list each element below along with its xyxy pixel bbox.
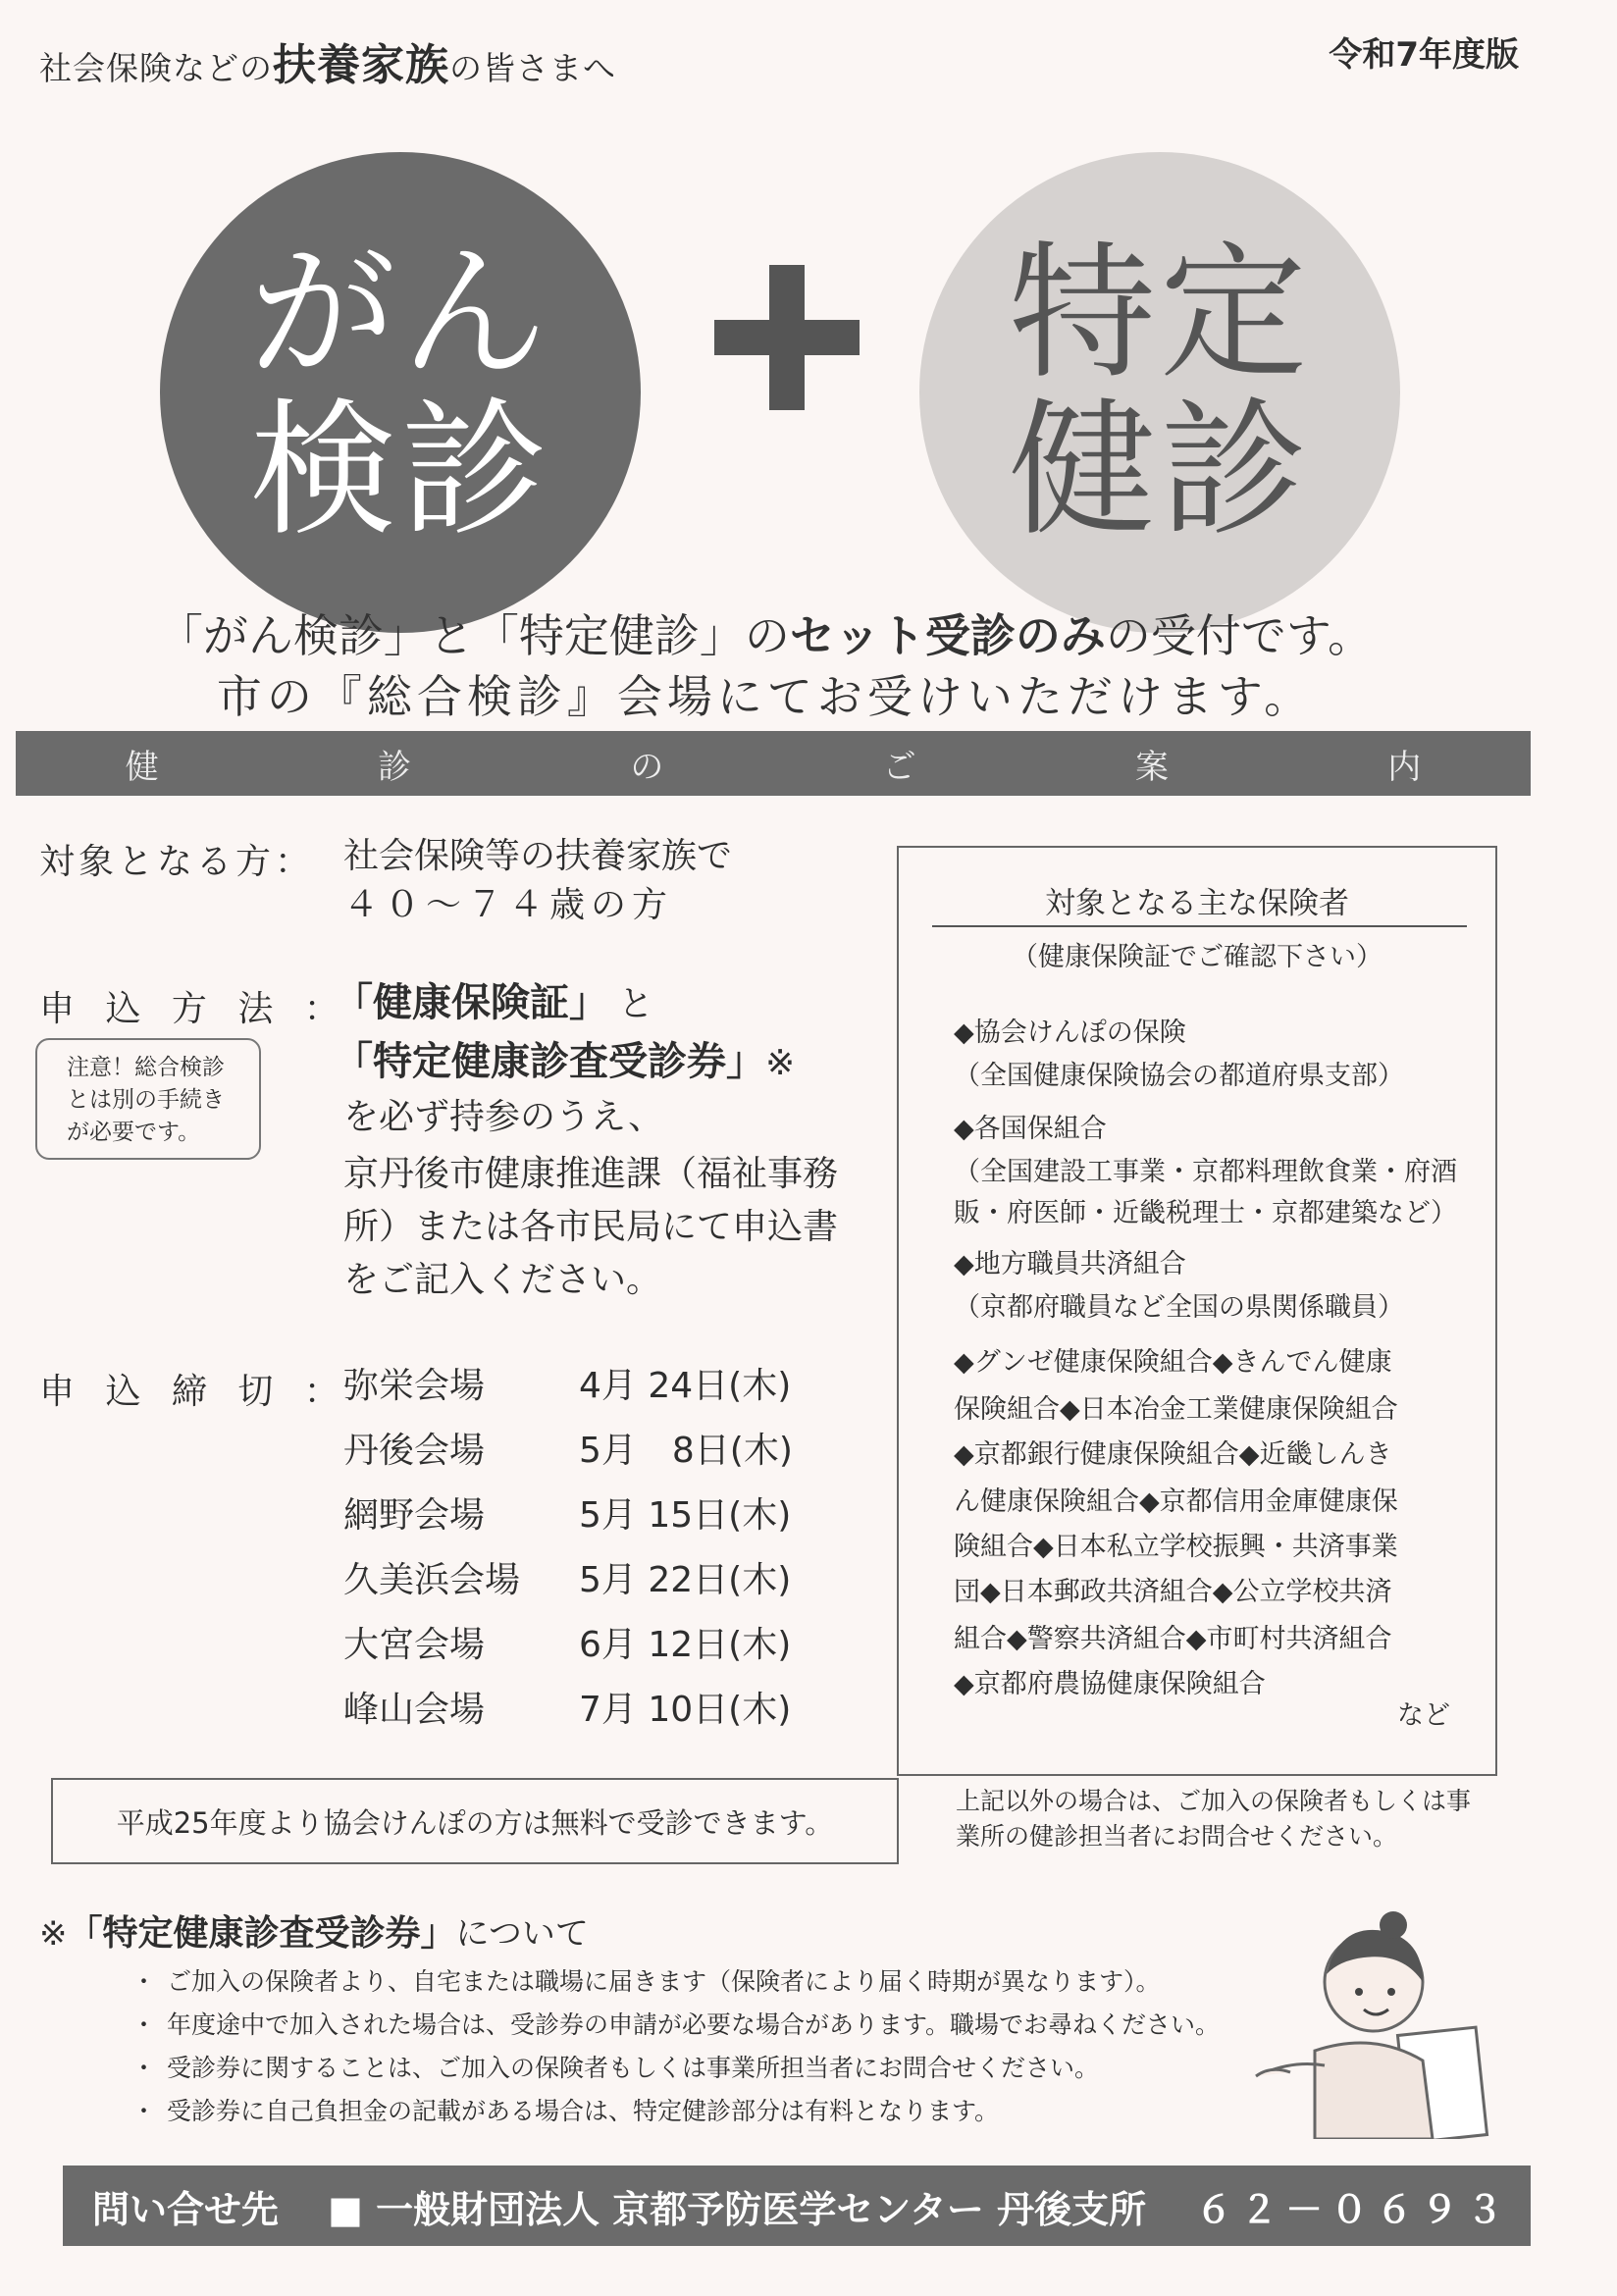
deadline-label: 申 込 締 切 ： [39, 1372, 349, 1412]
free-checkup-note: 平成25年度より協会けんぽの方は無料で受診できます。 [51, 1778, 899, 1864]
apply-line1: を必ず持参のうえ、 [343, 1097, 664, 1137]
insurer-line: ◆京都府農協健康保険組合 [954, 1669, 1266, 1699]
apply-docs-line2: 「特定健康診査受診券」※ [334, 1039, 796, 1084]
venue-row: 弥栄会場 4月 24日(木) [343, 1366, 792, 1406]
insurers-etc: など [1397, 1700, 1450, 1731]
venue-row: 大宮会場 6月 12日(木) [343, 1625, 792, 1665]
target-line1: 社会保険等の扶養家族で [343, 836, 733, 876]
contact-phone: ６２－０６９３ [1195, 2187, 1512, 2231]
apply-line2: 京丹後市健康推進課（福祉事務 [343, 1154, 839, 1194]
apply-label: 申 込 方 法 ： [39, 989, 349, 1029]
insurer-line: （京都府職員など全国の県関係職員） [954, 1292, 1404, 1323]
insurer-line: （全国健康保険協会の都道府県支部） [954, 1061, 1404, 1091]
insurer-line: 険組合◆日本私立学校振興・共済事業 [954, 1532, 1398, 1562]
audience-heading: 社会保険などの扶養家族の皆さまへ [39, 40, 616, 90]
target-line2: ４０～７４歳の方 [343, 885, 674, 925]
apply-docs-line1: 「健康保険証」 と [334, 980, 654, 1025]
insurer-line: ◆グンゼ健康保険組合◆きんでん健康 [954, 1347, 1392, 1378]
venue-row: 久美浜会場 5月 22日(木) [343, 1560, 792, 1600]
edition-label: 令和7年度版 [1329, 35, 1519, 75]
specific-checkup-circle: 特定 健診 [919, 152, 1400, 633]
venue-row: 峰山会場 7月 10日(木) [343, 1690, 792, 1730]
plus-icon [714, 265, 860, 410]
contact-org: ■ 一般財団法人 京都予防医学センター 丹後支所 [328, 2187, 1147, 2231]
tagline-venue: 市の『総合検診』会場にてお受けいただけます。 [216, 670, 1315, 723]
voucher-section-title: ※「特定健康診査受診券」について [39, 1913, 589, 1954]
insurer-line: ◆協会けんぽの保険 [954, 1018, 1186, 1048]
guide-section-bar: 健 診 の ご 案 内 [16, 731, 1531, 796]
insurer-line: 組合◆警察共済組合◆市町村共済組合 [954, 1624, 1392, 1654]
contact-label: 問い合せ先 [92, 2187, 280, 2231]
voucher-bullet: ・ 受診券に関することは、ご加入の保険者もしくは事業所担当者にお問合せください。 [167, 2049, 1099, 2084]
target-label: 対象となる方： [39, 842, 315, 882]
voucher-bullet: ・ ご加入の保険者より、自宅または職場に届きます（保険者により届く時期が異なります）。 [167, 1962, 1161, 1998]
tagline-set-only: 「がん検診」と「特定健診」のセット受診のみの受付です。 [157, 609, 1374, 662]
venue-row: 丹後会場 5月 8日(木) [343, 1431, 793, 1471]
insurer-line: 販・府医師・近畿税理士・京都建築など） [954, 1198, 1457, 1228]
venue-row: 網野会場 5月 15日(木) [343, 1495, 792, 1536]
insurer-line: ん健康保険組合◆京都信用金庫健康保 [954, 1487, 1398, 1517]
apply-line3: 所）または各市民局にて申込書 [343, 1207, 839, 1247]
insurers-divider [932, 925, 1467, 927]
audience-emphasis: 扶養家族 [273, 40, 449, 90]
voucher-bullet: ・ 受診券に自己負担金の記載がある場合は、特定健診部分は有料となります。 [167, 2092, 999, 2127]
insurer-line: ◆京都銀行健康保険組合◆近畿しんき [954, 1439, 1392, 1470]
insurers-subtitle: （健康保険証でご確認下さい） [1012, 942, 1382, 972]
insurer-line: 保険組合◆日本冶金工業健康保険組合 [954, 1394, 1398, 1425]
cancer-screening-circle: がん 検診 [160, 152, 641, 633]
voucher-bullet: ・ 年度途中で加入された場合は、受診券の申請が必要な場合があります。職場でお尋ねください。 [167, 2006, 1220, 2041]
insurers-footer: 上記以外の場合は、ご加入の保険者もしくは事 業所の健診担当者にお問合せください。 [956, 1787, 1472, 1851]
contact-bar [63, 2166, 1531, 2246]
apply-line4: をご記入ください。 [343, 1260, 662, 1300]
insurer-line: 団◆日本郵政共済組合◆公立学校共済 [954, 1577, 1392, 1607]
insurer-line: （全国建設工事業・京都料理飲食業・府酒 [954, 1157, 1457, 1187]
insurers-title: 対象となる主な保険者 [1045, 886, 1349, 921]
staff-illustration-icon [1246, 1904, 1501, 2139]
insurer-line: ◆地方職員共済組合 [954, 1249, 1186, 1279]
insurer-line: ◆各国保組合 [954, 1114, 1107, 1144]
attention-note: 注意！総合検診 とは別の手続き が必要です。 [35, 1038, 261, 1160]
